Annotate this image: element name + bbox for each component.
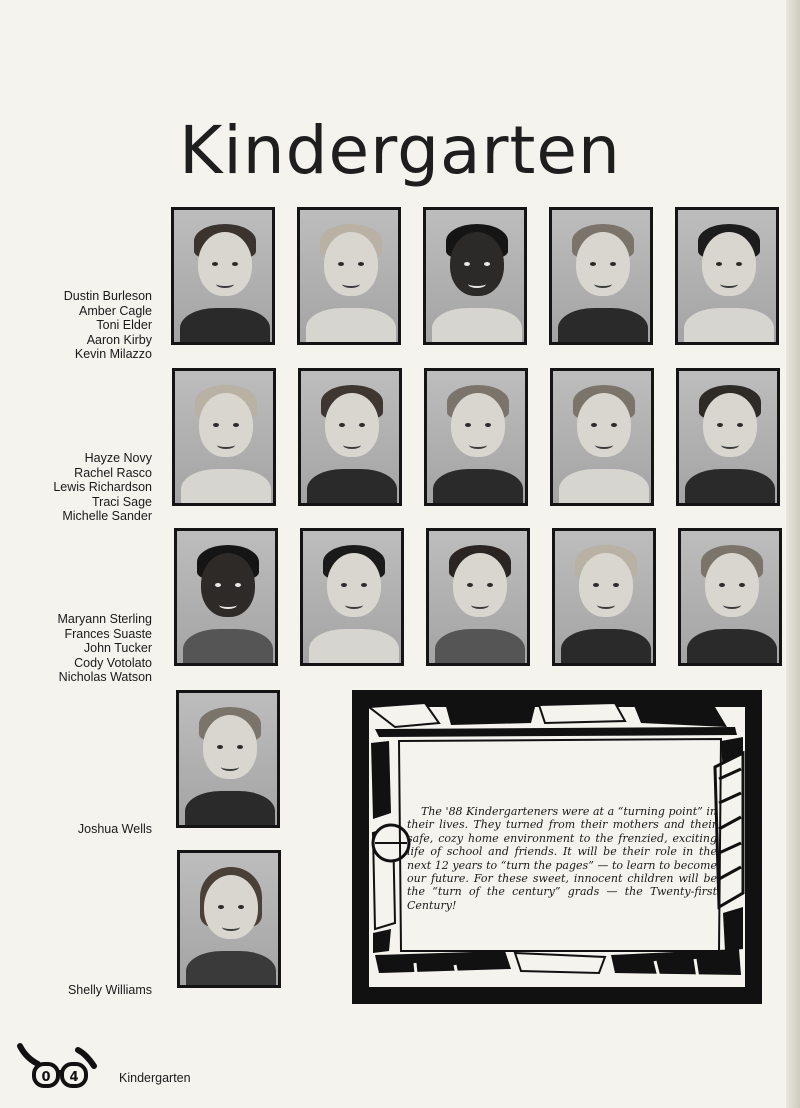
student-name: Traci Sage xyxy=(92,494,152,509)
name-list-row-5 xyxy=(20,983,152,998)
student-photo xyxy=(423,207,527,345)
student-name: Nicholas Watson xyxy=(58,670,152,684)
student-name: Joshua Wells xyxy=(77,822,152,836)
page-number-digit: 0 xyxy=(41,1070,51,1085)
student-photo xyxy=(177,850,281,988)
student-photo xyxy=(300,528,404,666)
caption-text: The '88 Kindergarteners were at a “turning point” in their lives. They turned from their mothers and their safe, cozy home environment to the frenzied, exciting life of school and friends. It will be their role in the next 12 years to “turn the pages” — to learn to become our future. For these sweet, innocent children will be the “turn of the century” grads — the Twenty-first Century! xyxy=(407,805,717,912)
student-name: Cody Votolato xyxy=(74,655,152,670)
glasses-icon xyxy=(16,1040,98,1090)
student-photo xyxy=(174,528,278,666)
student-photo xyxy=(676,368,780,506)
student-name: Hayze Novy xyxy=(84,451,152,465)
student-name: Michelle Sander xyxy=(62,509,152,523)
student-name: Aaron Kirby xyxy=(86,332,152,347)
student-photo xyxy=(176,690,280,828)
student-photo xyxy=(171,207,275,345)
student-name: Shelly Williams xyxy=(67,983,152,997)
student-photo xyxy=(675,207,779,345)
student-photo xyxy=(552,528,656,666)
footer-label: Kindergarten xyxy=(119,1071,191,1085)
student-name: Dustin Burleson xyxy=(63,289,152,303)
student-photo xyxy=(297,207,401,345)
student-photo xyxy=(550,368,654,506)
student-name: Maryann Sterling xyxy=(57,612,152,626)
student-photo xyxy=(424,368,528,506)
student-name: Toni Elder xyxy=(96,318,152,332)
student-name: Frances Suaste xyxy=(64,626,152,641)
student-photo xyxy=(426,528,530,666)
student-photo xyxy=(549,207,653,345)
student-photo xyxy=(678,528,782,666)
name-list-row-2 xyxy=(20,451,152,524)
student-name: John Tucker xyxy=(83,641,152,655)
student-name: Lewis Richardson xyxy=(53,480,152,494)
caption-box xyxy=(352,690,762,1004)
name-list-row-3 xyxy=(20,612,152,685)
student-photo xyxy=(172,368,276,506)
name-list-row-1 xyxy=(20,289,152,362)
name-list-row-4 xyxy=(20,822,152,837)
page-number-digit: 4 xyxy=(69,1070,79,1085)
student-photo xyxy=(298,368,402,506)
student-name: Rachel Rasco xyxy=(74,465,152,480)
student-name: Amber Cagle xyxy=(79,303,152,318)
student-name: Kevin Milazzo xyxy=(74,347,152,361)
page-title: Kindergarten xyxy=(179,112,621,189)
